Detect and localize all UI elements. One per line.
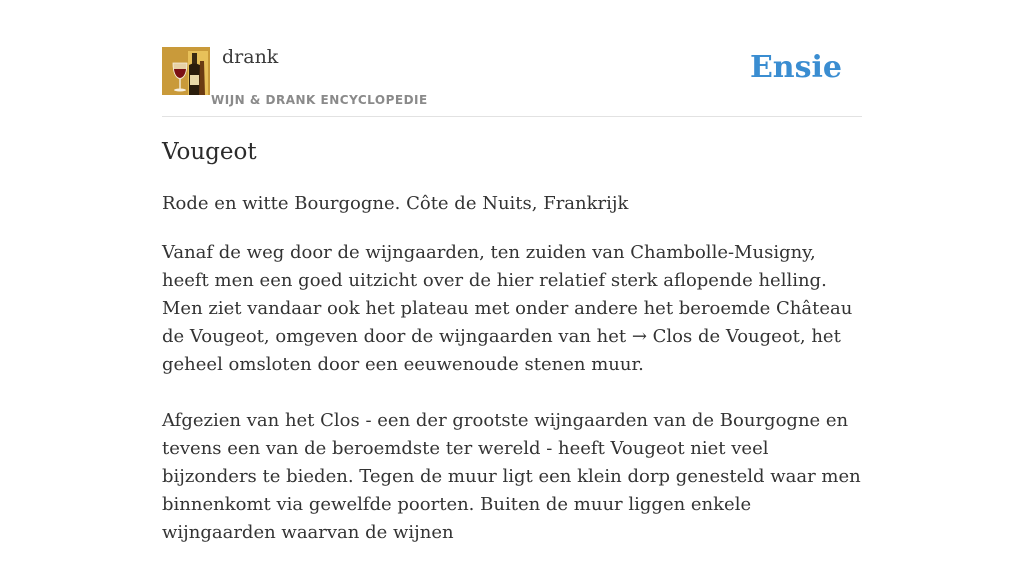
paragraph-1-text-b: , het geheel omsloten door een eeuwenoude stenen muur.	[162, 326, 841, 375]
paragraph-1	[162, 239, 862, 379]
category-label[interactable]: drank	[222, 46, 279, 68]
cross-reference-link[interactable]: → Clos de Vougeot	[631, 326, 800, 347]
paragraph-1-text-a: Vanaf de weg door de wijngaarden, ten zuiden van Chambolle-Musigny, heeft men een goed uitzicht over de hier relatief sterk aflopende helling. Men ziet vandaar ook het plateau met onder andere het beroemde Château de Vougeot, omgeven door de wijngaarden van het	[162, 242, 853, 347]
ensie-logo-link[interactable]: Ensie	[749, 50, 842, 85]
paragraph-2: Afgezien van het Clos - een der grootste wijngaarden van de Bourgogne en tevens een van de beroemdste ter wereld - heeft Vougeot niet veel bijzonders te bieden. Tegen de muur ligt een klein dorp genesteld waar men binnenkomt via gewelfde poorten. Buiten de muur liggen enkele wijngaarden waarvan de wijnen	[162, 410, 861, 543]
category-subtitle: WIJN & DRANK ENCYCLOPEDIE	[211, 93, 428, 107]
wine-bottle-glass-icon	[162, 47, 210, 95]
article-title: Vougeot	[162, 139, 257, 165]
article-body	[162, 239, 862, 575]
page	[162, 0, 862, 543]
category-avatar[interactable]	[162, 47, 210, 95]
article-lead: Rode en witte Bourgogne. Côte de Nuits, Frankrijk	[162, 193, 629, 214]
header	[162, 0, 862, 117]
